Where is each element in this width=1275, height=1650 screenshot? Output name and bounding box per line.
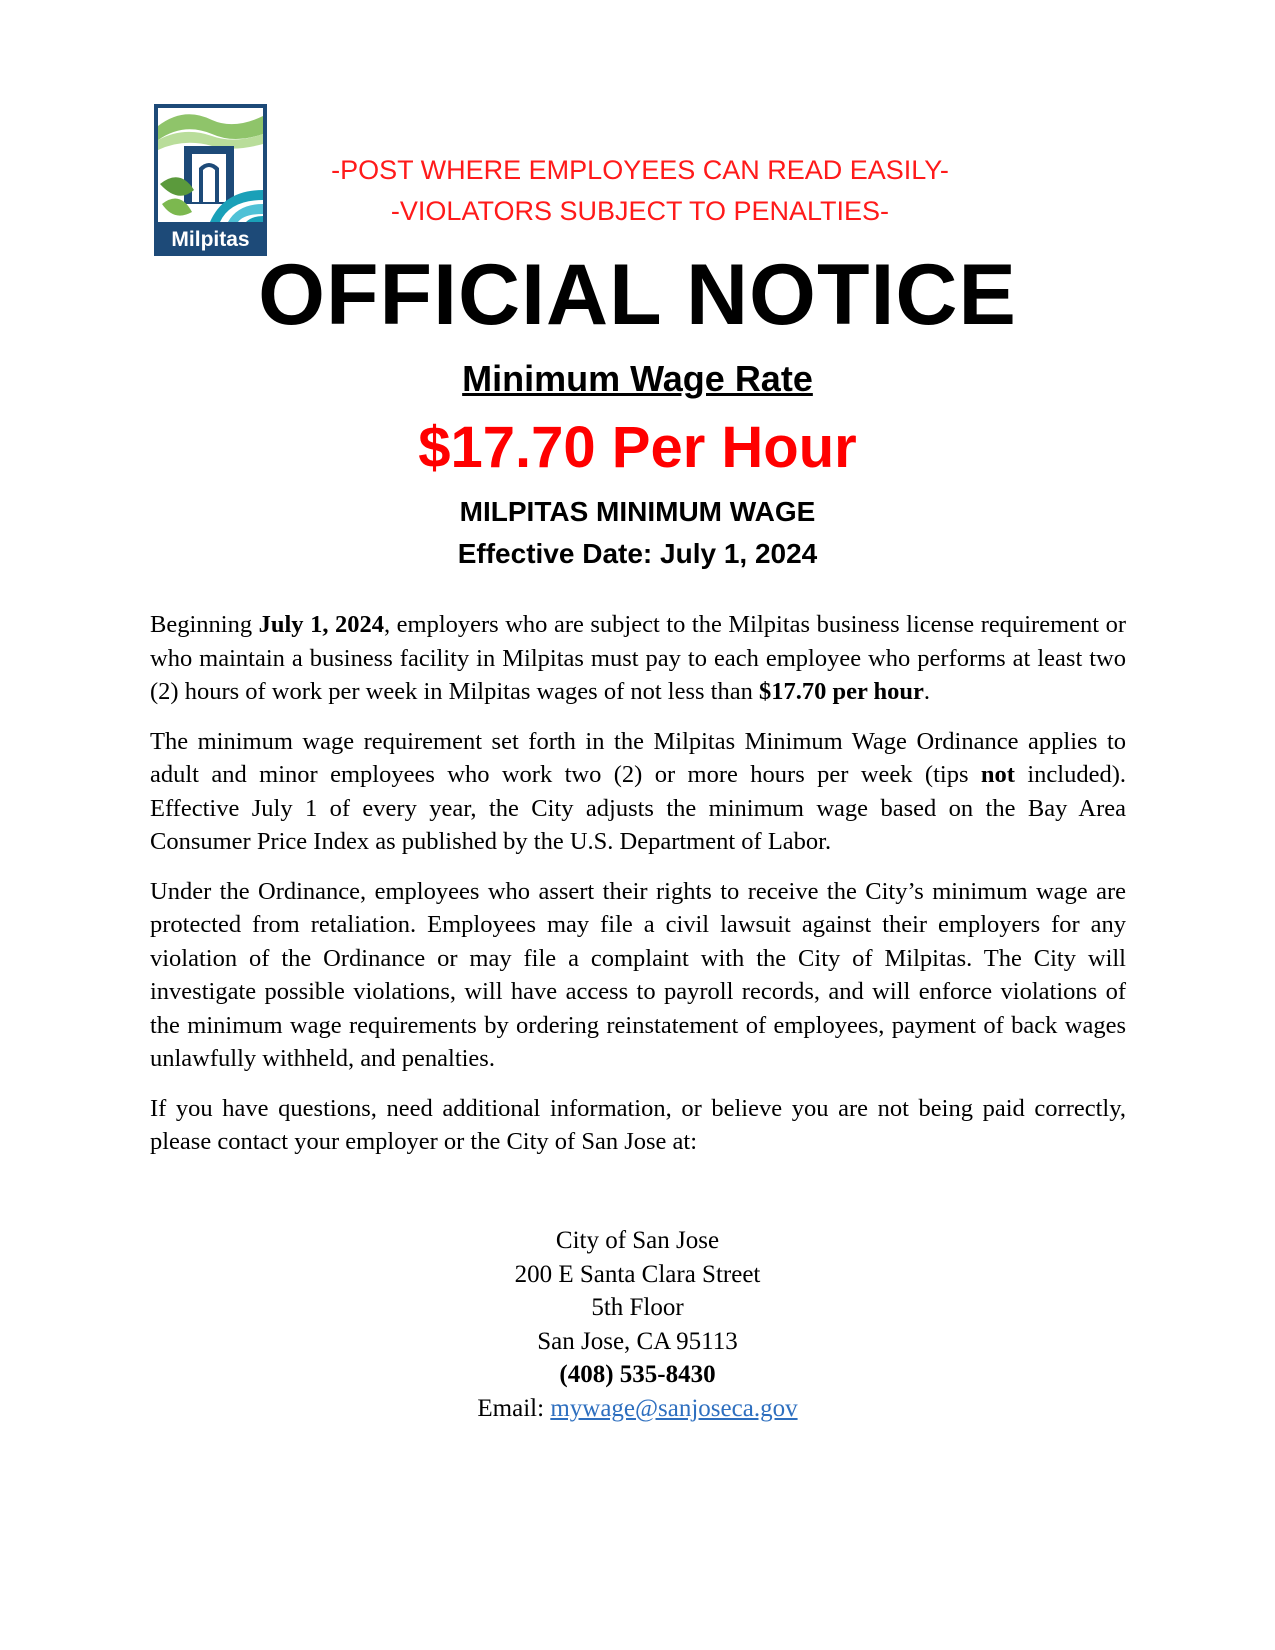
- penalty-warning: -VIOLATORS SUBJECT TO PENALTIES-: [390, 196, 890, 226]
- contact-name: City of San Jose: [555, 1227, 720, 1254]
- paragraph-requirement-date: July 1, 2024: [258, 611, 384, 638]
- notice-subtitle: Minimum Wage Rate: [462, 358, 813, 399]
- notice-body: [150, 608, 1126, 1175]
- paragraph-requirement-text-1: Beginning: [150, 611, 259, 638]
- contact-phone: (408) 535-8430: [559, 1361, 716, 1388]
- contact-block: [0, 1224, 1275, 1425]
- effective-date: Effective Date: July 1, 2024: [457, 538, 818, 569]
- paragraph-protection: Under the Ordinance, employees who assert their rights to receive the City’s minimum wage are protected from retaliation. Employees may file a civil lawsuit against their employers for any violation of the Ordinance or may file a complaint with the City of Milpitas. The City will investigate possible violations, will have access to payroll records, and will enforce violations of the minimum wage requirements by ordering reinstatement of employees, payment of back wages unlawfully withheld, and penalties.: [150, 877, 1126, 1072]
- paragraph-ordinance-text-2: included). Effective July 1 of every year, the City adjusts the minimum wage based on the Bay Area Consumer Price Index as published by the U.S. Department of Labor.: [150, 761, 1126, 855]
- notice-title: OFFICIAL NOTICE: [258, 247, 1017, 343]
- contact-floor: 5th Floor: [591, 1294, 684, 1321]
- paragraph-requirement-text-3: .: [923, 678, 931, 705]
- ordinance-name: MILPITAS MINIMUM WAGE: [459, 496, 816, 527]
- paragraph-ordinance-emphasis: not: [980, 761, 1015, 788]
- paragraph-ordinance: [150, 725, 1126, 859]
- paragraph-requirement-rate: $17.70 per hour: [758, 678, 924, 705]
- logo-wordmark: Milpitas: [171, 228, 250, 251]
- contact-email-line: [0, 1392, 1275, 1426]
- contact-street: 200 E Santa Clara Street: [514, 1260, 761, 1288]
- posting-instruction: -POST WHERE EMPLOYEES CAN READ EASILY-: [331, 155, 949, 185]
- paragraph-ordinance-text-1: The minimum wage requirement set forth in the Milpitas Minimum Wage Ordinance applies to adult and minor employees who work two (2) or more hours per week (tips: [150, 727, 1126, 788]
- wage-rate: $17.70 Per Hour: [418, 415, 857, 480]
- paragraph-requirement: [150, 608, 1126, 709]
- paragraph-contact-intro: If you have questions, need additional information, or believe you are not being paid correctly, please contact your employer or the City of San Jose at:: [150, 1094, 1126, 1155]
- paragraph-requirement-text-2: , employers who are subject to the Milpitas business license requirement or who maintain a business facility in Milpitas must pay to each employee who performs at least two (2) hours of work per week in Milpitas wages of not less than: [150, 611, 1126, 705]
- contact-city: San Jose, CA 95113: [537, 1327, 738, 1355]
- email-label: Email:: [477, 1394, 551, 1422]
- email-link[interactable]: mywage@sanjoseca.gov: [550, 1394, 798, 1422]
